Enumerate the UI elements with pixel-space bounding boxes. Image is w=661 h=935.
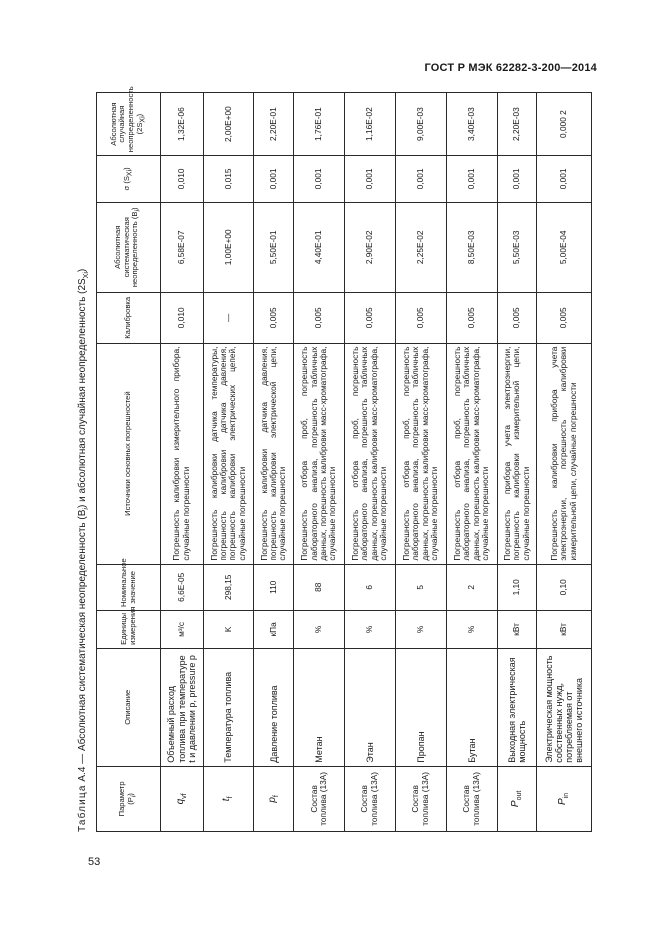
caption-sub-i: i xyxy=(83,508,90,510)
cell-parameter xyxy=(537,766,592,831)
parameter-subscript: vf xyxy=(180,793,188,799)
cell-description: Объемный расход топлива при температуре t и давлении p, pressure p xyxy=(161,648,204,766)
cell-bias: 4,40E-01 xyxy=(294,202,345,293)
table-body xyxy=(161,93,592,832)
cell-calibration: 0,005 xyxy=(497,293,537,344)
cell-sources: Погрешность калибровки измерительного прибора, случайные погрешности xyxy=(161,343,204,564)
parameter-symbol: p xyxy=(266,797,278,803)
cell-random: 2,20E-01 xyxy=(254,93,294,156)
cell-sources: Погрешность отбора проб, погрешность лабораторного анализа, погрешность табличных данных, погрешность калибровки масс-хроматографа, случайные погрешности xyxy=(294,343,345,564)
cell-bias: 5,50E-01 xyxy=(254,202,294,293)
cell-unit: K xyxy=(203,610,254,648)
cell-parameter xyxy=(446,766,497,831)
cell-calibration: 0,005 xyxy=(294,293,345,344)
header-description: Описание xyxy=(97,648,161,766)
cell-sources: Погрешность отбора проб, погрешность лабораторного анализа, погрешность табличных данных, погрешность калибровки масс-хроматографа, случайные погрешности xyxy=(446,343,497,564)
cell-description: Этан xyxy=(344,648,395,766)
cell-calibration: 0,005 xyxy=(537,293,592,344)
page-number: 53 xyxy=(88,856,101,868)
cell-bias: 5,00E-04 xyxy=(537,202,592,293)
cell-sources: Погрешность калибровки датчика давления, погрешность калибровки электрической цепи, случайные погрешности xyxy=(254,343,294,564)
parameter-symbol: t xyxy=(221,798,233,802)
cell-unit: м³/с xyxy=(161,610,204,648)
table-row xyxy=(446,93,497,832)
caption-text-2: ) и абсолютная случайная неопределенность (2S xyxy=(77,278,88,509)
cell-sigma: 0,015 xyxy=(203,156,254,202)
cell-nominal: 88 xyxy=(294,564,345,610)
cell-description: Электрическая мощность собственных нужд, потребляемая от внешнего источника xyxy=(537,648,592,766)
cell-random: 1,32E-06 xyxy=(161,93,204,156)
cell-parameter xyxy=(294,766,345,831)
cell-sigma: 0,010 xyxy=(161,156,204,202)
cell-bias: 8,50E-03 xyxy=(446,202,497,293)
cell-unit: кПа xyxy=(254,610,294,648)
cell-random: 9,00E-03 xyxy=(395,93,446,156)
parameter-note: Состав топлива (13A) xyxy=(308,771,328,826)
cell-calibration: 0,010 xyxy=(161,293,204,344)
cell-parameter xyxy=(254,766,294,831)
cell-description: Температура топлива xyxy=(203,648,254,766)
table-container xyxy=(96,86,592,832)
parameter-subscript: in xyxy=(563,792,571,799)
parameter-subscript: f xyxy=(272,795,280,798)
cell-sigma: 0,001 xyxy=(497,156,537,202)
header-random: Абсолютная случайная неопределенность (2SXi) xyxy=(97,93,161,156)
cell-sources: Погрешность калибровки прибора учета электроэнергии, погрешность калибровки измерительной цепи, случайные погрешности xyxy=(537,343,592,564)
cell-random: 0,000 2 xyxy=(537,93,592,156)
table-row xyxy=(537,93,592,832)
cell-parameter xyxy=(344,766,395,831)
cell-unit: % xyxy=(344,610,395,648)
cell-calibration: — xyxy=(203,293,254,344)
table-row xyxy=(161,93,204,832)
caption-number: А.4 xyxy=(77,766,88,782)
cell-nominal: 0,10 xyxy=(537,564,592,610)
cell-calibration: 0,005 xyxy=(254,293,294,344)
cell-sources: Погрешность калибровки датчика температуры, погрешность калибровки датчика давления, погрешность калибровки электрических цепей, случайные погрешности xyxy=(203,343,254,564)
cell-unit: % xyxy=(395,610,446,648)
cell-parameter xyxy=(203,766,254,831)
header-parameter: Параметр (Pi) xyxy=(97,766,161,831)
table-row xyxy=(497,93,537,832)
cell-description: Давление топлива xyxy=(254,648,294,766)
cell-nominal: 6,6E-05 xyxy=(161,564,204,610)
cell-unit: % xyxy=(294,610,345,648)
parameter-symbol: q xyxy=(174,798,186,805)
header-unit: Единицы измерения xyxy=(97,610,161,648)
cell-calibration: 0,005 xyxy=(395,293,446,344)
cell-description: Бутан xyxy=(446,648,497,766)
caption-text-3: ) xyxy=(77,268,88,273)
table-row xyxy=(254,93,294,832)
cell-bias: 6,58E-07 xyxy=(161,202,204,293)
table-row xyxy=(395,93,446,832)
parameter-note: Состав топлива (13A) xyxy=(461,771,481,826)
cell-nominal: 1,10 xyxy=(497,564,537,610)
table-caption xyxy=(77,92,90,832)
document-id: ГОСТ Р МЭК 62282-3-200—2014 xyxy=(424,62,597,74)
parameter-note: Состав топлива (13A) xyxy=(359,771,379,826)
caption-sub-xi: Xi xyxy=(83,272,90,279)
cell-random: 1,16E-02 xyxy=(344,93,395,156)
cell-nominal: 5 xyxy=(395,564,446,610)
parameter-symbol: P xyxy=(509,800,521,808)
cell-sigma: 0,001 xyxy=(294,156,345,202)
cell-random: 3,40E-03 xyxy=(446,93,497,156)
cell-nominal: 2 xyxy=(446,564,497,610)
parameter-note: Состав топлива (13A) xyxy=(410,771,430,826)
table-row xyxy=(344,93,395,832)
cell-unit: кВт xyxy=(537,610,592,648)
cell-sources: Погрешность отбора проб, погрешность лабораторного анализа, погрешность табличных данных, погрешность калибровки масс-хроматографа, случайные погрешности xyxy=(395,343,446,564)
cell-nominal: 110 xyxy=(254,564,294,610)
cell-sigma: 0,001 xyxy=(446,156,497,202)
parameter-subscript: out xyxy=(515,790,523,801)
header-sources: Источники основных погрешностей xyxy=(97,343,161,564)
cell-parameter xyxy=(497,766,537,831)
header-sigma: σ (SXi) xyxy=(97,156,161,202)
parameter-subscript: f xyxy=(227,796,235,799)
cell-random: 2,20E-03 xyxy=(497,93,537,156)
caption-lead: Таблица xyxy=(77,784,88,832)
cell-bias: 2,90E-02 xyxy=(344,202,395,293)
cell-random: 1,76E-01 xyxy=(294,93,345,156)
table-row xyxy=(294,93,345,832)
cell-random: 2,00E+00 xyxy=(203,93,254,156)
cell-sigma: 0,001 xyxy=(344,156,395,202)
caption-text: — Абсолютная систематическая неопределенность (B xyxy=(77,509,88,764)
cell-unit: кВт xyxy=(497,610,537,648)
cell-nominal: 6 xyxy=(344,564,395,610)
cell-unit: % xyxy=(446,610,497,648)
cell-bias: 2,25E-02 xyxy=(395,202,446,293)
table-caption-container xyxy=(77,92,91,832)
header-nominal: Номинальное значение xyxy=(97,564,161,610)
cell-calibration: 0,005 xyxy=(344,293,395,344)
cell-parameter xyxy=(161,766,204,831)
cell-description: Пропан xyxy=(395,648,446,766)
cell-description: Метан xyxy=(294,648,345,766)
cell-sigma: 0,001 xyxy=(254,156,294,202)
cell-sigma: 0,001 xyxy=(395,156,446,202)
cell-nominal: 298,15 xyxy=(203,564,254,610)
cell-sigma: 0,001 xyxy=(537,156,592,202)
cell-description: Выходная электрическая мощность xyxy=(497,648,537,766)
cell-sources: Погрешность прибора учета электроэнергии, погрешность калибровки измерительной цепи, случайные погрешности xyxy=(497,343,537,564)
cell-bias: 5,50E-03 xyxy=(497,202,537,293)
header-bias: Абсолютная систематическая неопределенность (Bi) xyxy=(97,202,161,293)
uncertainty-table xyxy=(96,86,592,832)
cell-calibration: 0,005 xyxy=(446,293,497,344)
parameter-symbol: P xyxy=(557,798,569,805)
header-calibration: Калибровка xyxy=(97,293,161,344)
cell-parameter xyxy=(395,766,446,831)
table-header-row xyxy=(97,93,161,832)
table-row xyxy=(203,93,254,832)
cell-bias: 1,00E+00 xyxy=(203,202,254,293)
cell-sources: Погрешность отбора проб, погрешность лабораторного анализа, погрешность табличных данных, погрешность калибровки масс-хроматографа, случайные погрешности xyxy=(344,343,395,564)
